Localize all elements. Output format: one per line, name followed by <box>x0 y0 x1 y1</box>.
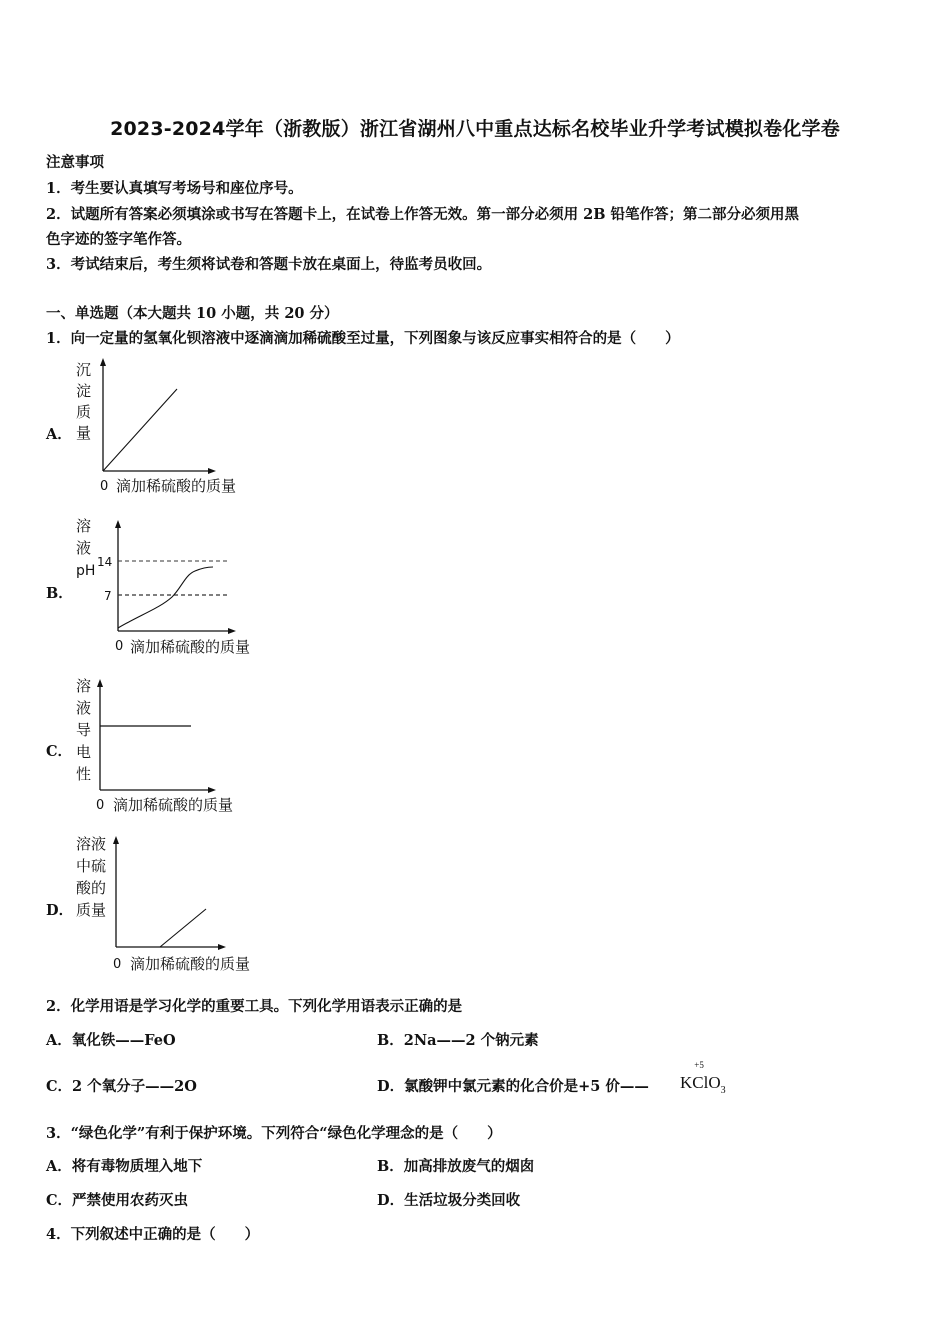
formula-cl: Cl <box>692 1073 709 1092</box>
kclo3-formula <box>680 1060 726 1096</box>
x-axis-arrow <box>218 944 226 950</box>
q3-option-d: D．生活垃圾分类回收 <box>377 1192 521 1209</box>
x-label: 滴加稀硫酸的质量 <box>130 955 251 973</box>
x-axis-arrow <box>208 468 216 474</box>
x-label: 滴加稀硫酸的质量 <box>113 796 234 814</box>
y-label-char: 溶 <box>76 677 92 695</box>
graph-line <box>103 389 177 471</box>
q1-option-d-label: D． <box>46 902 74 919</box>
y-label-line: 酸的 <box>76 879 107 897</box>
q1-option-b-label: B． <box>46 585 73 602</box>
q3-option-c: C．严禁使用农药灭虫 <box>46 1192 189 1209</box>
y-label-line: 质量 <box>76 901 107 919</box>
question-3-stem: 3．“绿色化学”有利于保护环境。下列符合“绿色化学理念的是（ ） <box>46 1125 502 1142</box>
page-title: 2023-2024学年（浙教版）浙江省湖州八中重点达标名校毕业升学考试模拟卷化学卷 <box>110 118 840 140</box>
y-label-line: 溶液 <box>76 835 107 853</box>
formula-subscript: 3 <box>720 1085 726 1096</box>
question-1-stem: 1．向一定量的氢氧化钡溶液中逐滴滴加稀硫酸至过量，下列图象与该反应事实相符合的是（ ） <box>46 330 680 347</box>
y-label-char: 导 <box>76 721 92 739</box>
q3-option-a: A．将有毒物质埋入地下 <box>46 1158 203 1175</box>
notice-heading: 注意事项 <box>46 154 104 171</box>
notice-item: 1．考生要认真填写考场号和座位序号。 <box>46 180 303 197</box>
q3-option-b: B．加高排放废气的烟囱 <box>377 1158 535 1175</box>
origin-label: 0 <box>113 957 122 972</box>
q1-graph-c <box>70 673 270 818</box>
q1-option-c-label: C． <box>46 743 73 760</box>
y-label-char: pH <box>76 563 96 579</box>
q2-option-d: D．氯酸钾中氯元素的化合价是+5 价—— <box>377 1078 649 1095</box>
y-label-line: 中硫 <box>76 857 107 875</box>
formula-valence: +5 <box>694 1060 704 1070</box>
q2-option-a: A．氧化铁——FeO <box>46 1032 176 1049</box>
x-axis-arrow <box>208 787 216 793</box>
question-4-stem: 4．下列叙述中正确的是（ ） <box>46 1226 260 1243</box>
q1-graph-d <box>70 832 280 977</box>
graph-line <box>160 909 206 947</box>
q2-option-c: C．2 个氧分子——2O <box>46 1078 197 1095</box>
y-label-char: 量 <box>76 424 92 442</box>
y-axis-arrow <box>115 520 121 528</box>
q1-option-a-label: A． <box>46 426 72 443</box>
q1-graph-a <box>70 355 270 500</box>
formula-k: K <box>680 1073 693 1092</box>
tick-label-14: 14 <box>97 555 113 569</box>
y-axis-arrow <box>113 836 119 844</box>
x-axis-arrow <box>228 628 236 634</box>
y-label-char: 溶 <box>76 517 92 535</box>
x-label: 滴加稀硫酸的质量 <box>130 638 251 656</box>
y-label-char: 淀 <box>76 382 92 400</box>
tick-label-7: 7 <box>104 589 112 603</box>
notice-item: 3．考试结束后，考生须将试卷和答题卡放在桌面上，待监考员收回。 <box>46 256 492 273</box>
y-label-char: 液 <box>76 699 92 717</box>
notice-item: 2．试题所有答案必须填涂或书写在答题卡上，在试卷上作答无效。第一部分必须用 2B 铅笔作答；第二部分必须用黑 <box>46 206 800 223</box>
notice-item: 色字迹的签字笔作答。 <box>46 231 191 248</box>
origin-label: 0 <box>96 798 105 813</box>
y-label-char: 沉 <box>76 361 92 379</box>
y-axis-arrow <box>97 679 103 687</box>
question-2-stem: 2．化学用语是学习化学的重要工具。下列化学用语表示正确的是 <box>46 998 463 1015</box>
y-label-char: 电 <box>76 743 92 761</box>
q2-option-b: B．2Na——2 个钠元素 <box>377 1032 539 1049</box>
formula-o: O <box>708 1073 721 1092</box>
origin-label: 0 <box>100 479 109 494</box>
section-heading: 一、单选题（本大题共 10 小题，共 20 分） <box>46 305 339 322</box>
y-label-char: 液 <box>76 539 92 557</box>
y-label-char: 性 <box>76 765 92 783</box>
q1-graph-b <box>70 515 280 660</box>
y-axis-arrow <box>100 358 106 366</box>
graph-curve <box>118 567 213 628</box>
x-label: 滴加稀硫酸的质量 <box>116 477 237 495</box>
origin-label: 0 <box>115 639 124 654</box>
y-label-char: 质 <box>76 403 92 421</box>
